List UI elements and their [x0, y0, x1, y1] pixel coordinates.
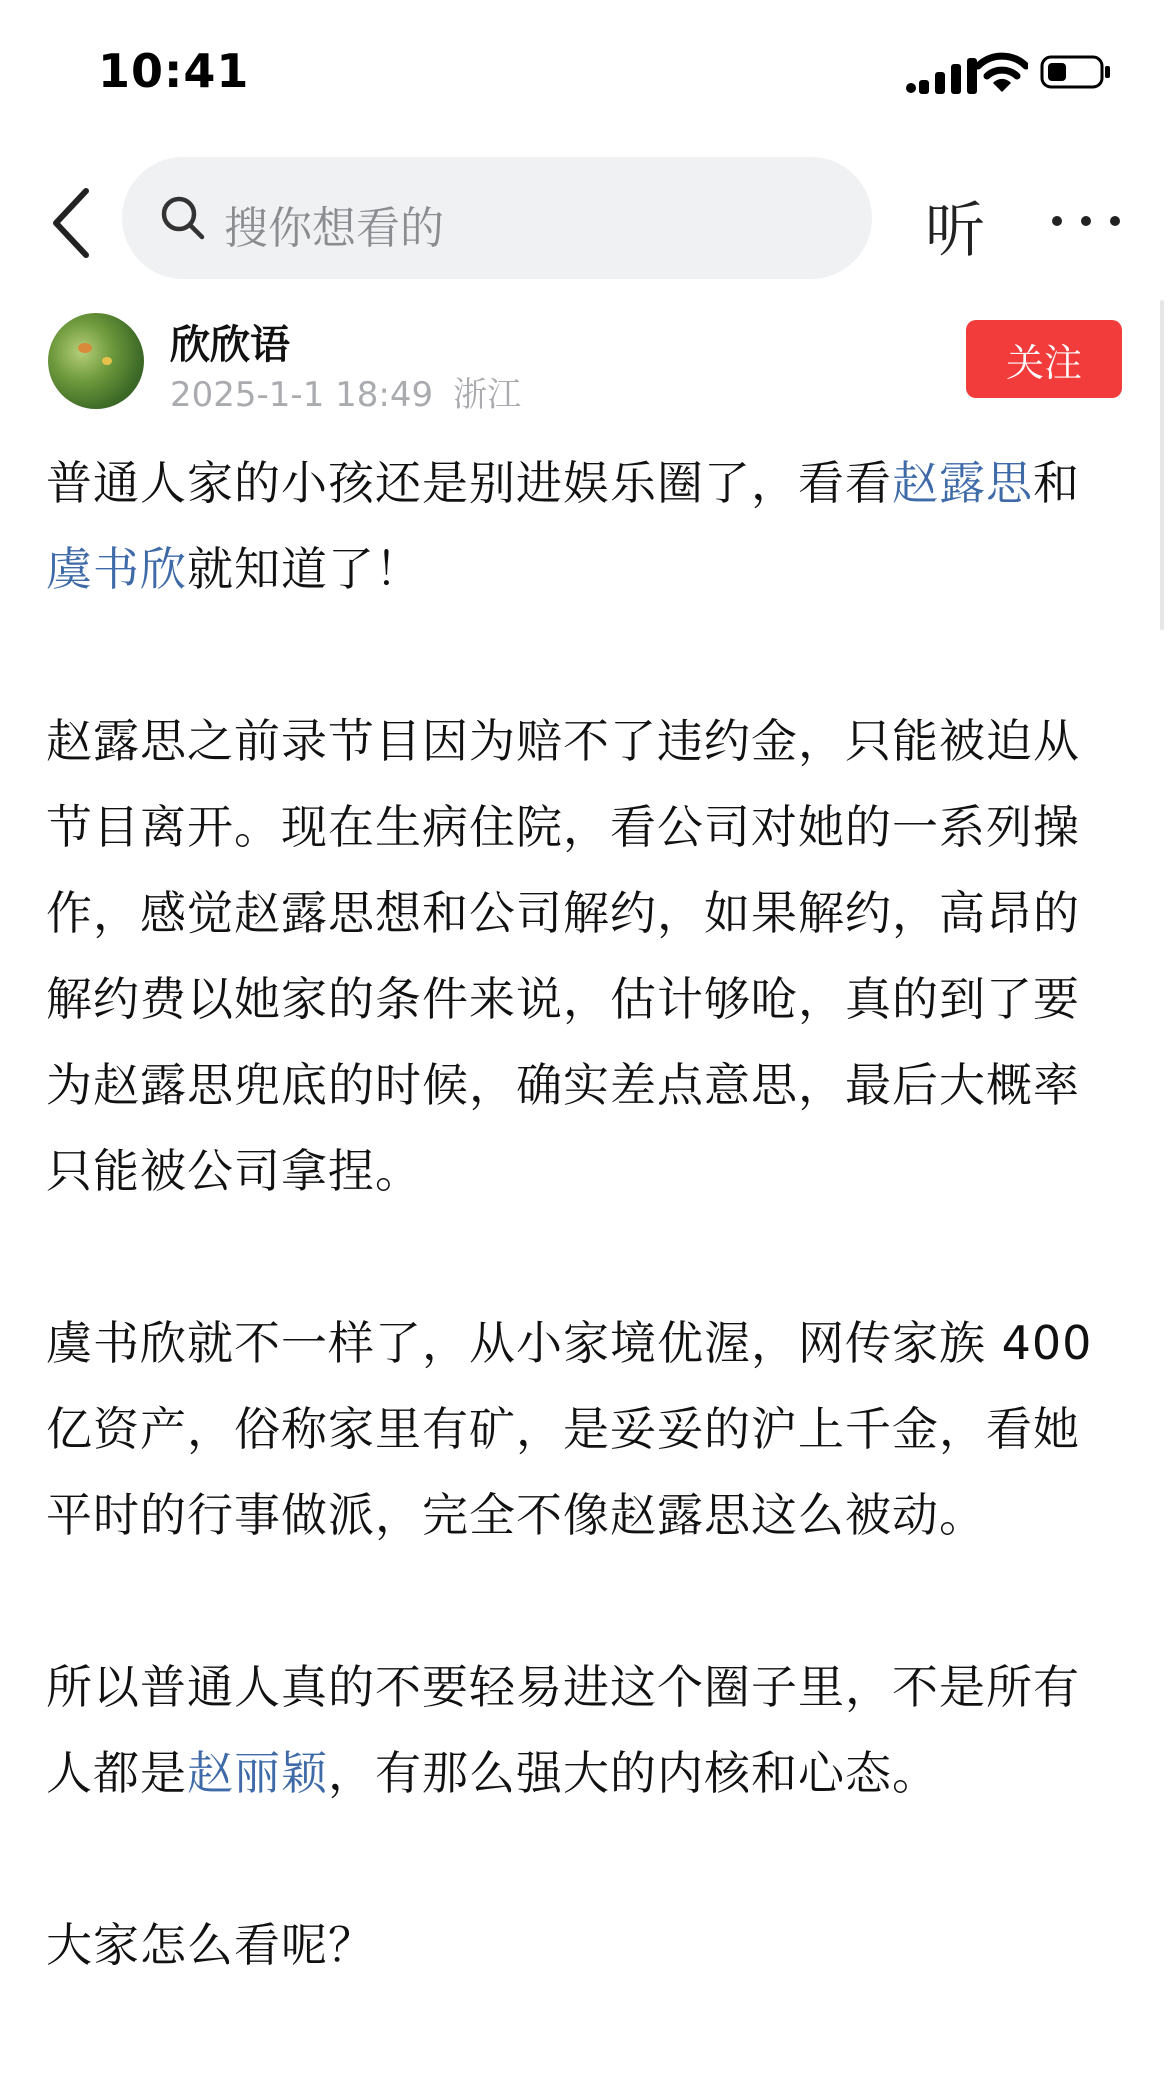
back-icon[interactable] — [46, 185, 96, 261]
topic-link-zhao-lusi[interactable]: 赵露思 — [892, 456, 1033, 510]
signal-icon — [905, 58, 985, 94]
listen-button[interactable]: 听 — [925, 196, 985, 266]
topic-link-zhao-liying[interactable]: 赵丽颖 — [187, 1746, 328, 1800]
text-span: 普通人家的小孩还是别进娱乐圈了，看看 — [46, 456, 892, 510]
paragraph-3: 虞书欣就不一样了，从小家境优渥，网传家族 400亿资产，俗称家里有矿，是妥妥的沪上千金，看她平时的行事做派，完全不像赵露思这么被动。 — [46, 1316, 1093, 1542]
author-name[interactable]: 欣欣语 — [170, 322, 290, 368]
status-time: 10:41 — [98, 44, 250, 98]
avatar[interactable] — [48, 313, 144, 409]
paragraph-5: 大家怎么看呢？ — [46, 1918, 375, 1972]
article-body — [46, 440, 1126, 2074]
author-row — [0, 305, 1170, 425]
text-span: 所以普通人真的不要轻易进这个圈子里，不是所有人都是 — [46, 1660, 1080, 1800]
topic-link-yu-shuxin[interactable]: 虞书欣 — [46, 542, 187, 596]
battery-icon — [1040, 54, 1112, 90]
paragraph-4 — [46, 1644, 1126, 1816]
wifi-icon — [976, 50, 1028, 94]
search-icon — [158, 193, 208, 243]
scrollbar[interactable] — [1160, 300, 1164, 630]
text-span: ，有那么强大的内核和心态。 — [328, 1746, 939, 1800]
text-span: 和 — [1033, 456, 1080, 510]
follow-button[interactable]: 关注 — [966, 320, 1122, 398]
text-span: 就知道了！ — [187, 542, 422, 596]
top-nav — [0, 155, 1170, 285]
post-location: 浙江 — [453, 375, 522, 415]
more-icon[interactable] — [1052, 211, 1148, 235]
paragraph-2: 赵露思之前录节目因为赔不了违约金，只能被迫从节目离开。现在生病住院，看公司对她的一系列操作，感觉赵露思想和公司解约，如果解约，高昂的解约费以她家的条件来说，估计够呛，真的到了要为赵露思兜底的时候，确实差点意思，最后大概率只能被公司拿捏。 — [46, 714, 1080, 1198]
search-placeholder: 搜你想看的 — [224, 203, 444, 254]
post-meta — [170, 367, 521, 416]
paragraph-1 — [46, 440, 1126, 612]
status-bar — [0, 0, 1170, 150]
search-input[interactable] — [122, 157, 872, 279]
post-date: 2025-1-1 18:49 — [170, 375, 434, 415]
